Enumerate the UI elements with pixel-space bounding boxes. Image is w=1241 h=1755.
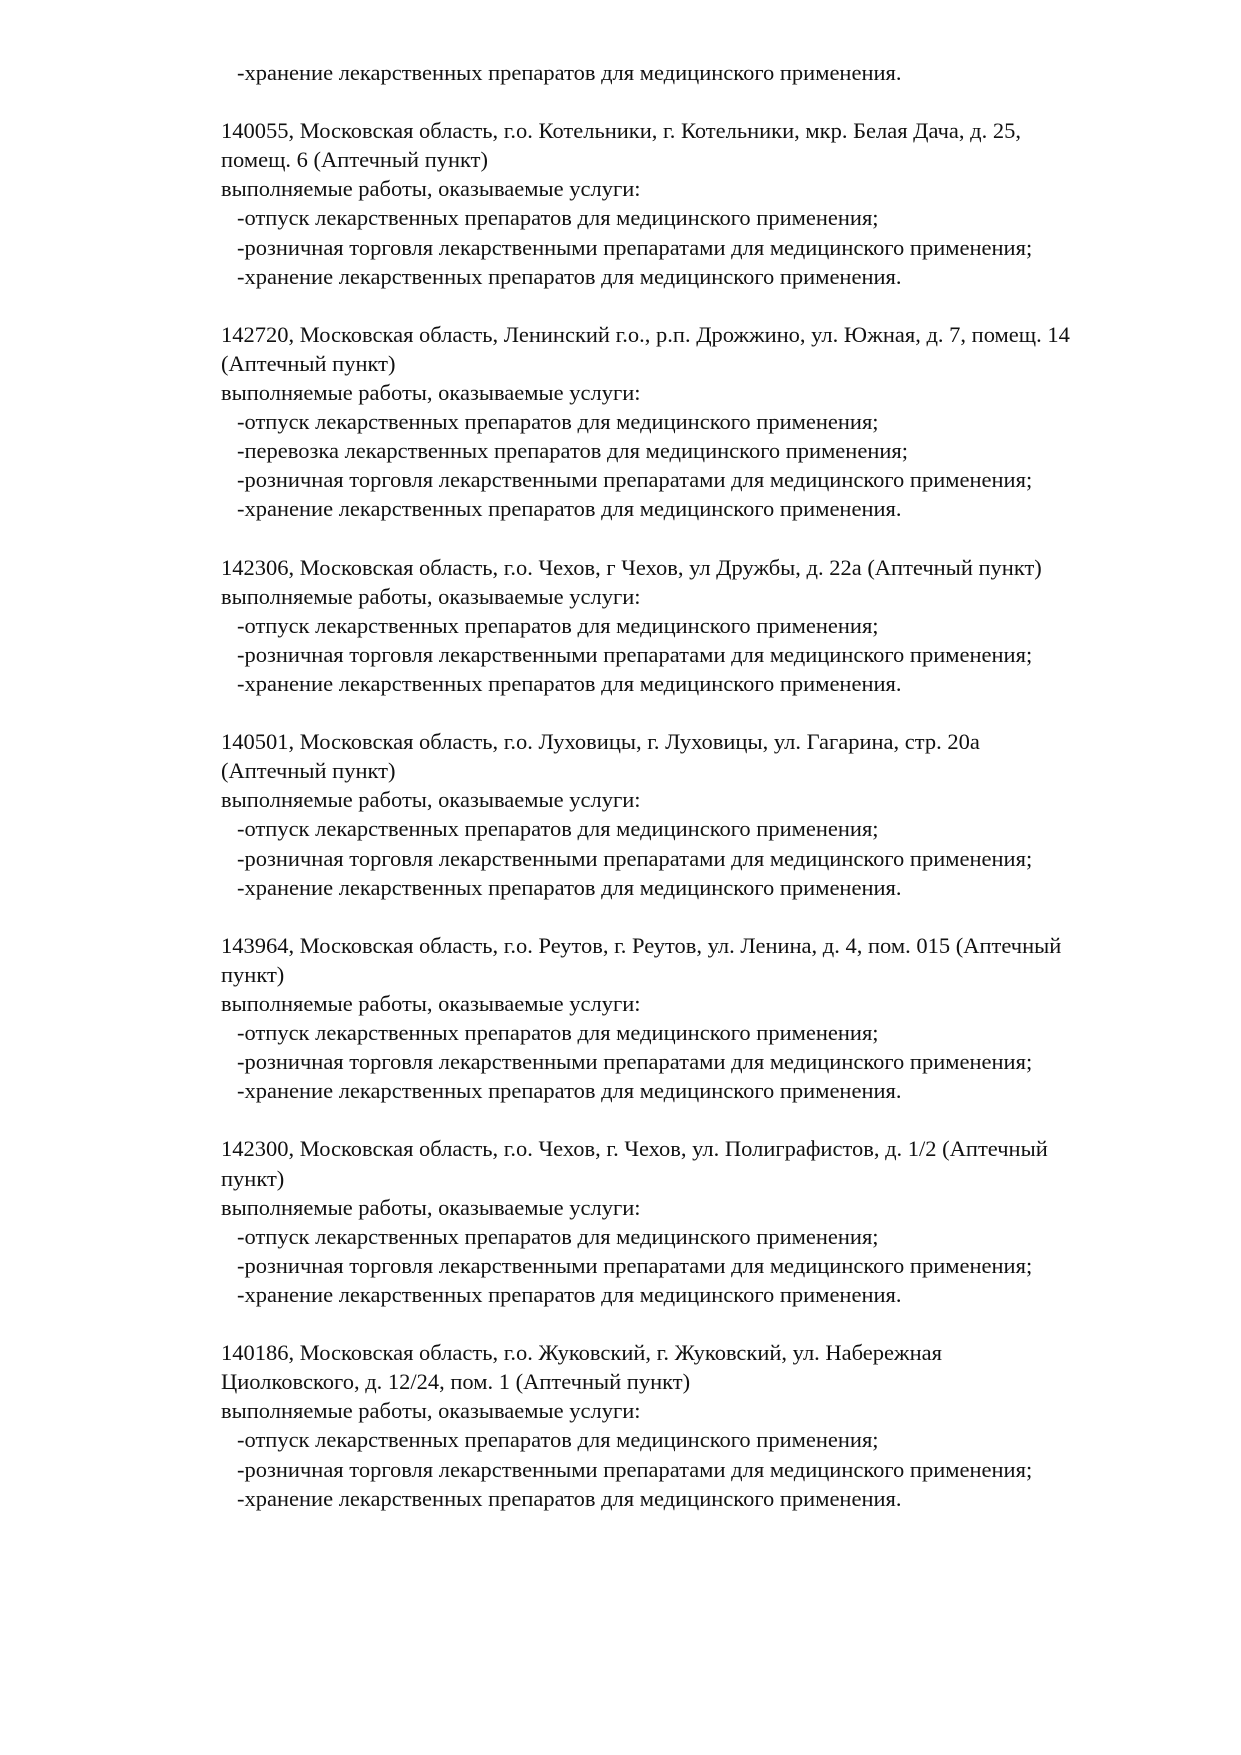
services-heading: выполняемые работы, оказываемые услуги:	[221, 583, 641, 609]
service-line: -хранение лекарственных препаратов для медицинского применения.	[237, 670, 902, 696]
pharmacy-entry	[221, 1134, 1201, 1309]
service-line: -отпуск лекарственных препаратов для медицинского применения;	[237, 1223, 879, 1249]
services-heading: выполняемые работы, оказываемые услуги:	[221, 787, 641, 813]
service-line: -отпуск лекарственных препаратов для медицинского применения;	[237, 612, 879, 638]
service-line: -розничная торговля лекарственными препаратами для медицинского применения;	[237, 234, 1033, 260]
address-line: помещ. 6 (Аптечный пункт)	[221, 147, 489, 173]
service-line: -перевозка лекарственных препаратов для медицинского применения;	[237, 438, 909, 464]
services-heading: выполняемые работы, оказываемые услуги:	[221, 1398, 641, 1424]
service-line: -розничная торговля лекарственными препаратами для медицинского применения;	[237, 1049, 1033, 1075]
address-line: 143964, Московская область, г.о. Реутов, г. Реутов, ул. Ленина, д. 4, пом. 015 (Аптечный	[221, 932, 1062, 958]
address-line: пункт)	[221, 1165, 285, 1191]
service-line: -хранение лекарственных препаратов для медицинского применения.	[237, 496, 902, 522]
service-line: -хранение лекарственных препаратов для медицинского применения.	[237, 60, 902, 85]
address-line: 142300, Московская область, г.о. Чехов, г. Чехов, ул. Полиграфистов, д. 1/2 (Аптечный	[221, 1136, 1048, 1162]
service-line: -отпуск лекарственных препаратов для медицинского применения;	[237, 409, 879, 435]
address-line: пункт)	[221, 961, 285, 987]
address-line: 140055, Московская область, г.о. Котельники, г. Котельники, мкр. Белая Дача, д. 25,	[221, 118, 1021, 144]
services-heading: выполняемые работы, оказываемые услуги:	[221, 380, 641, 406]
services-heading: выполняемые работы, оказываемые услуги:	[221, 176, 641, 202]
address-line: 142306, Московская область, г.о. Чехов, г Чехов, ул Дружбы, д. 22а (Аптечный пункт)	[221, 554, 1042, 580]
address-line: Циолковского, д. 12/24, пом. 1 (Аптечный пункт)	[221, 1369, 691, 1395]
service-line: -отпуск лекарственных препаратов для медицинского применения;	[237, 1020, 879, 1046]
service-line: -хранение лекарственных препаратов для медицинского применения.	[237, 874, 902, 900]
address-line: 140501, Московская область, г.о. Луховицы, г. Луховицы, ул. Гагарина, стр. 20а	[221, 729, 980, 755]
pharmacy-entry	[221, 931, 1201, 1106]
address-line: 140186, Московская область, г.о. Жуковский, г. Жуковский, ул. Набережная	[221, 1340, 942, 1366]
service-line: -хранение лекарственных препаратов для медицинского применения.	[237, 1281, 902, 1307]
pharmacy-entry	[221, 1338, 1201, 1513]
address-line: (Аптечный пункт)	[221, 350, 396, 376]
services-heading: выполняемые работы, оказываемые услуги:	[221, 1194, 641, 1220]
service-line: -розничная торговля лекарственными препаратами для медицинского применения;	[237, 467, 1033, 493]
services-heading: выполняемые работы, оказываемые услуги:	[221, 991, 641, 1016]
service-line: -хранение лекарственных препаратов для медицинского применения.	[237, 1078, 902, 1104]
service-line: -отпуск лекарственных препаратов для медицинского применения;	[237, 1427, 879, 1453]
address-line: (Аптечный пункт)	[221, 758, 396, 784]
service-line: -розничная торговля лекарственными препаратами для медицинского применения;	[237, 1456, 1033, 1482]
service-line: -розничная торговля лекарственными препаратами для медицинского применения;	[237, 641, 1033, 667]
service-line: -отпуск лекарственных препаратов для медицинского применения;	[237, 816, 879, 842]
pharmacy-entry	[221, 116, 1201, 291]
pharmacy-entry	[221, 727, 1201, 902]
service-line: -хранение лекарственных препаратов для медицинского применения.	[237, 263, 902, 289]
service-line: -розничная торговля лекарственными препаратами для медицинского применения;	[237, 1252, 1033, 1278]
document-content	[221, 58, 1201, 1513]
service-line: -хранение лекарственных препаратов для медицинского применения.	[237, 1485, 902, 1511]
service-line: -розничная торговля лекарственными препаратами для медицинского применения;	[237, 845, 1033, 871]
pharmacy-entry	[221, 320, 1201, 524]
service-line: -отпуск лекарственных препаратов для медицинского применения;	[237, 205, 879, 231]
address-line: 142720, Московская область, Ленинский г.о., р.п. Дрожжино, ул. Южная, д. 7, помещ. 14	[221, 321, 1070, 347]
pharmacy-entry	[221, 553, 1201, 698]
